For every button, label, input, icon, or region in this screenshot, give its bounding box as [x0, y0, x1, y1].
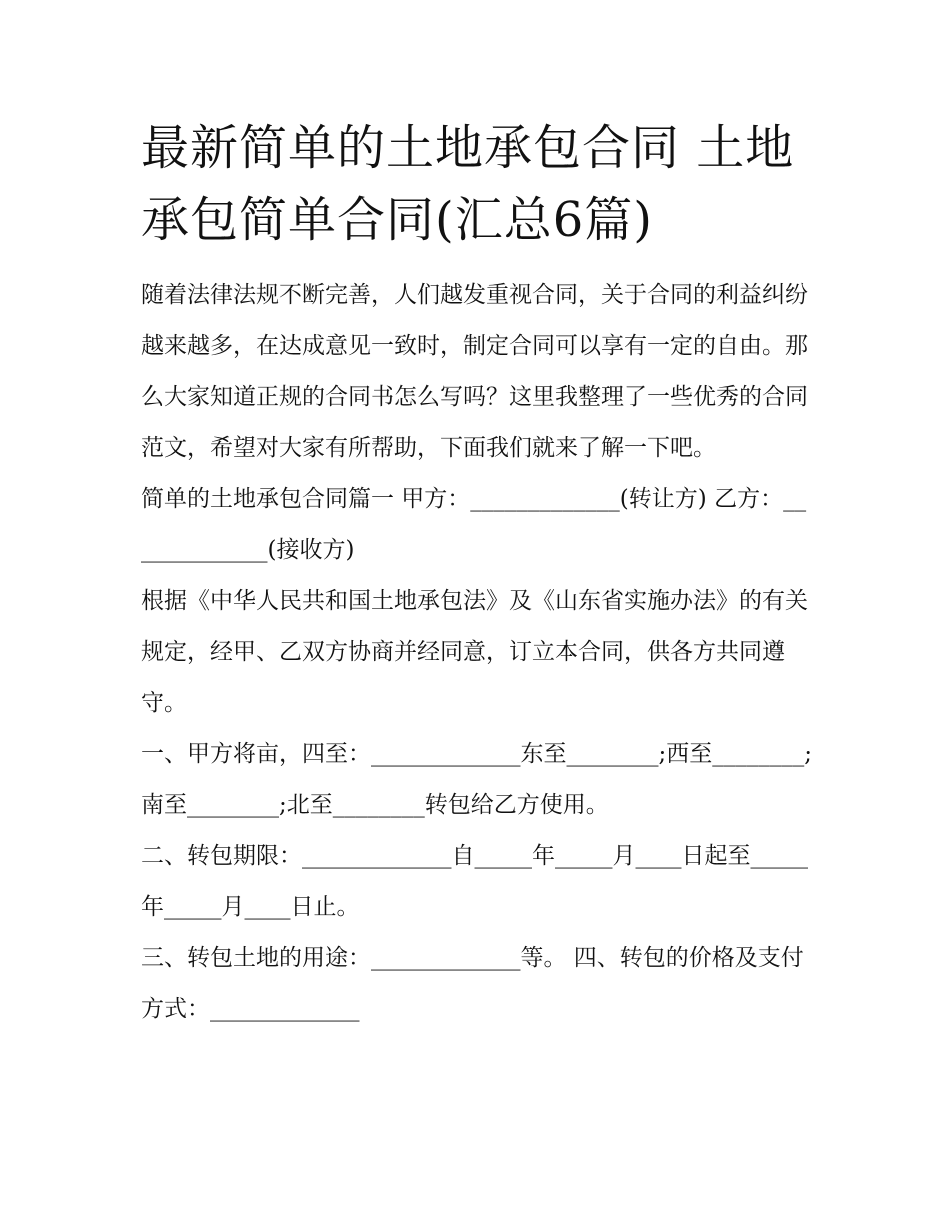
clause-1-paragraph: 一、甲方将亩，四至：_____________东至________;西至________;南至________;北至________转包给乙方使用。 [141, 741, 812, 818]
clause-3-4-paragraph: 三、转包土地的用途：_____________等。 四、转包的价格及支付方式：_____________ [141, 945, 804, 1022]
legal-basis-paragraph: 根据《中华人民共和国土地承包法》及《山东省实施办法》的有关规定，经甲、乙双方协商并经同意，订立本合同，供各方共同遵守。 [141, 588, 808, 716]
document-title: 最新简单的土地承包合同 土地承包简单合同(汇总6篇) [141, 120, 795, 248]
document-page [141, 112, 813, 1035]
clause-2-paragraph: 二、转包期限：_____________自_____年_____月____日起至_____年_____月____日止。 [141, 843, 808, 920]
intro-paragraph: 随着法律法规不断完善，人们越发重视合同，关于合同的利益纠纷越来越多，在达成意见一致时，制定合同可以享有一定的自由。那么大家知道正规的合同书怎么写吗？这里我整理了一些优秀的合同范文，希望对大家有所帮助，下面我们就来了解一下吧。 [141, 282, 808, 461]
parties-paragraph: 简单的土地承包合同篇一 甲方：_____________(转让方) 乙方：_____________(接收方) [141, 486, 807, 563]
